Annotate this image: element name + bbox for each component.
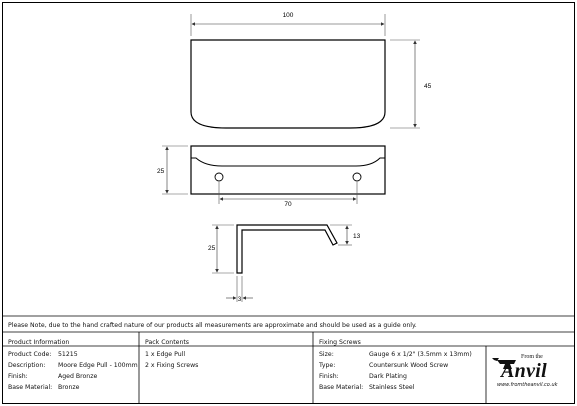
- width-dimension-label: 100: [282, 12, 294, 19]
- screw-finish-label: Finish:: [319, 373, 339, 380]
- top-view-outline: [191, 40, 385, 128]
- info-table-grid: [3, 316, 575, 404]
- screw-type-value: Countersunk Wood Screw: [369, 362, 449, 369]
- logo-url: www.fromtheanvil.co.uk: [497, 382, 558, 388]
- screw-size-value: Gauge 6 x 1/2" (3.5mm x 13mm): [369, 351, 472, 358]
- screw-base-material-value: Stainless Steel: [369, 384, 415, 391]
- side-view: [208, 225, 361, 303]
- pack-contents-title: Pack Contents: [145, 339, 190, 346]
- logo-from-the: From the: [521, 354, 543, 360]
- side-depth-dimension-label: 13: [353, 233, 361, 240]
- screw-type-label: Type:: [319, 362, 336, 369]
- measurement-note: Please Note, due to the hand crafted nature of our products all measurements are approximate and should be used as a guide only.: [8, 322, 417, 329]
- product-code-value: 51215: [58, 351, 78, 358]
- base-material-label: Base Material:: [8, 384, 53, 391]
- description-value: Moore Edge Pull - 100mm: [58, 362, 138, 369]
- logo-wordmark: Anvil: [501, 360, 547, 382]
- side-height-dimension-label: 25: [208, 245, 216, 252]
- fixing-screws-title: Fixing Screws: [319, 339, 361, 346]
- product-code-label: Product Code:: [8, 351, 52, 358]
- finish-value: Aged Bronze: [58, 373, 98, 380]
- from-the-anvil-logo: [493, 352, 573, 392]
- side-view-profile: [237, 225, 337, 273]
- product-information-title: Product Information: [8, 339, 70, 346]
- screw-size-label: Size:: [319, 351, 334, 358]
- screw-finish-value: Dark Plating: [369, 373, 407, 380]
- front-view-recess: [191, 158, 385, 166]
- finish-label: Finish:: [8, 373, 28, 380]
- top-view: [191, 12, 432, 128]
- thickness-dimension-label: 3: [237, 297, 242, 303]
- pack-item: 2 x Fixing Screws: [145, 362, 199, 369]
- fixing-hole-left: [215, 173, 223, 181]
- front-view-outline: [191, 146, 385, 194]
- hole-spacing-dimension-label: 70: [284, 201, 292, 208]
- front-height-dimension-label: 25: [157, 168, 165, 175]
- height-dimension-label: 45: [424, 83, 432, 90]
- fixing-hole-right: [353, 173, 361, 181]
- pack-item: 1 x Edge Pull: [145, 351, 186, 358]
- screw-base-material-label: Base Material:: [319, 384, 364, 391]
- description-label: Description:: [8, 362, 46, 369]
- front-view: [157, 146, 385, 208]
- base-material-value: Bronze: [58, 384, 80, 391]
